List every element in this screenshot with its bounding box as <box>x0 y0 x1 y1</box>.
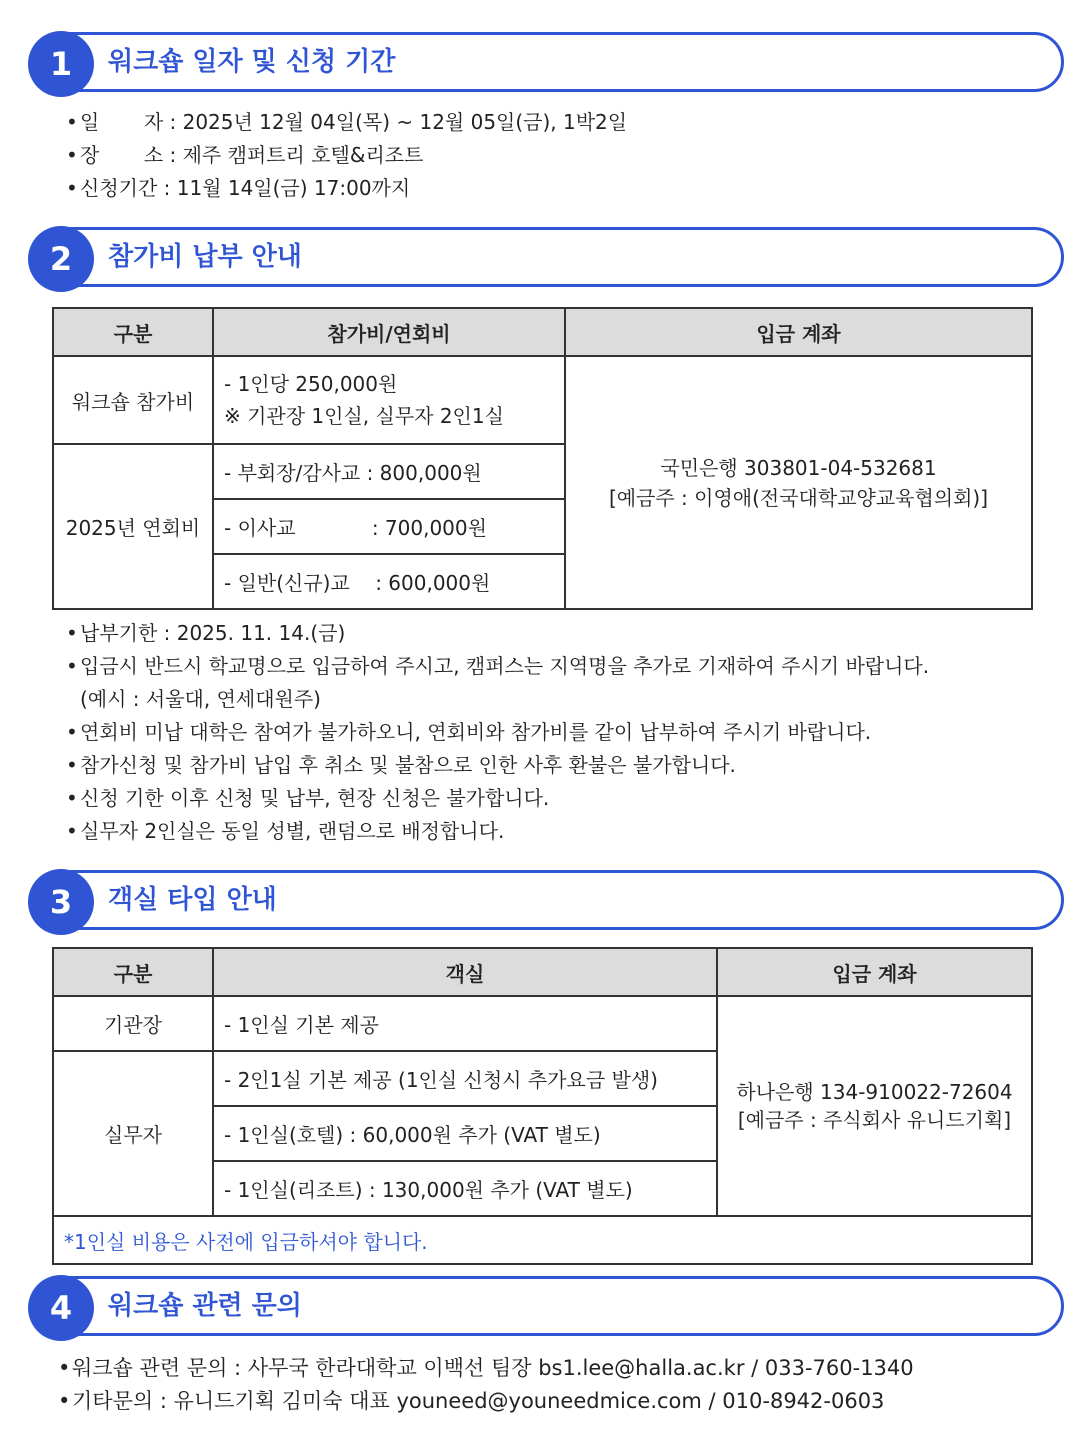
section4-number: 4 <box>28 1275 94 1341</box>
room-header-room: 객실 <box>213 948 717 996</box>
note-example: (예시 : 서울대, 연세대원주) <box>80 687 321 711</box>
section4-header <box>28 1276 1064 1340</box>
list-item: • 일 자 : 2025년 12월 04일(목) ~ 12월 05일(금), 1박2일 <box>66 110 628 134</box>
section2-header <box>28 227 1064 291</box>
room-row1-label: 기관장 <box>53 996 213 1051</box>
fee-row2-item: - 부회장/감사교 : 800,000원 <box>213 444 565 499</box>
room-table <box>52 947 1033 1265</box>
section4-list <box>58 1352 914 1418</box>
section2-title: 참가비 납부 안내 <box>108 242 302 272</box>
room-header-category: 구분 <box>53 948 213 996</box>
section3-header <box>28 870 1064 934</box>
fee-row1-label: 워크숍 참가비 <box>53 356 213 444</box>
section3-number: 3 <box>28 869 94 935</box>
section1-title: 워크숍 일자 및 신청 기간 <box>108 47 396 77</box>
list-item: • 신청 기한 이후 신청 및 납부, 현장 신청은 불가합니다. <box>66 786 550 810</box>
fee-row2-item: - 이사교 : 700,000원 <box>213 499 565 554</box>
section2-number: 2 <box>28 226 94 292</box>
list-item: • 실무자 2인실은 동일 성별, 랜덤으로 배정합니다. <box>66 819 505 843</box>
list-item: •기타문의 : 유니드기획 김미숙 대표 youneed@youneedmice.com / 010-8942-0603 <box>58 1389 885 1413</box>
fee-row1-line2: ※ 기관장 1인실, 실무자 2인1실 <box>224 404 504 428</box>
section4-title: 워크숍 관련 문의 <box>108 1291 302 1321</box>
list-item: • 장 소 : 제주 캠퍼트리 호텔&리조트 <box>66 143 424 167</box>
fee-header-account: 입금 계좌 <box>565 308 1032 356</box>
list-item: •워크숍 관련 문의 : 사무국 한라대학교 이백선 팀장 bs1.lee@halla.ac.kr / 033-760-1340 <box>58 1356 914 1380</box>
section1-header <box>28 32 1064 96</box>
room-header-account: 입금 계좌 <box>717 948 1032 996</box>
list-item: • 연회비 미납 대학은 참여가 불가하오니, 연회비와 참가비를 같이 납부하여 주시기 바랍니다. <box>66 720 872 744</box>
fee-table <box>52 307 1033 610</box>
room-account-cell <box>717 996 1032 1216</box>
room-row2-item: - 1인실(호텔) : 60,000원 추가 (VAT 별도) <box>213 1106 717 1161</box>
fee-row1-line1: - 1인당 250,000원 <box>224 372 398 396</box>
section1-list <box>66 106 627 205</box>
list-item: • 입금시 반드시 학교명으로 입금하여 주시고, 캠퍼스는 지역명을 추가로 기재하여 주시기 바랍니다. (예시 : 서울대, 연세대원주) <box>66 650 929 716</box>
fee-header-category: 구분 <box>53 308 213 356</box>
room-row2-label: 실무자 <box>53 1051 213 1216</box>
list-item: • 납부기한 : 2025. 11. 14.(금) <box>66 621 346 645</box>
fee-account-cell <box>565 356 1032 609</box>
list-item: • 신청기간 : 11월 14일(금) 17:00까지 <box>66 176 411 200</box>
fee-row2-item: - 일반(신규)교 : 600,000원 <box>213 554 565 609</box>
fee-header-amount: 참가비/연회비 <box>213 308 565 356</box>
fee-row2-label: 2025년 연회비 <box>53 444 213 609</box>
room-row2-item: - 2인1실 기본 제공 (1인실 신청시 추가요금 발생) <box>213 1051 717 1106</box>
room-account-holder: [예금주 : 주식회사 유니드기획] <box>737 1108 1012 1132</box>
section2-notes <box>66 617 929 848</box>
room-row1-item: - 1인실 기본 제공 <box>213 996 717 1051</box>
list-item: • 참가신청 및 참가비 납입 후 취소 및 불참으로 인한 사후 환불은 불가합니다. <box>66 753 736 777</box>
room-footnote: *1인실 비용은 사전에 입금하셔야 합니다. <box>53 1216 1032 1264</box>
section1-number: 1 <box>28 31 94 97</box>
fee-row1-content <box>213 356 565 444</box>
room-account-bank: 하나은행 134-910022-72604 <box>736 1080 1013 1104</box>
room-row2-item: - 1인실(리조트) : 130,000원 추가 (VAT 별도) <box>213 1161 717 1216</box>
fee-account-holder: [예금주 : 이영애(전국대학교양교육협의회)] <box>608 485 989 510</box>
section3-title: 객실 타입 안내 <box>108 885 277 915</box>
fee-account-bank: 국민은행 303801-04-532681 <box>660 455 937 480</box>
